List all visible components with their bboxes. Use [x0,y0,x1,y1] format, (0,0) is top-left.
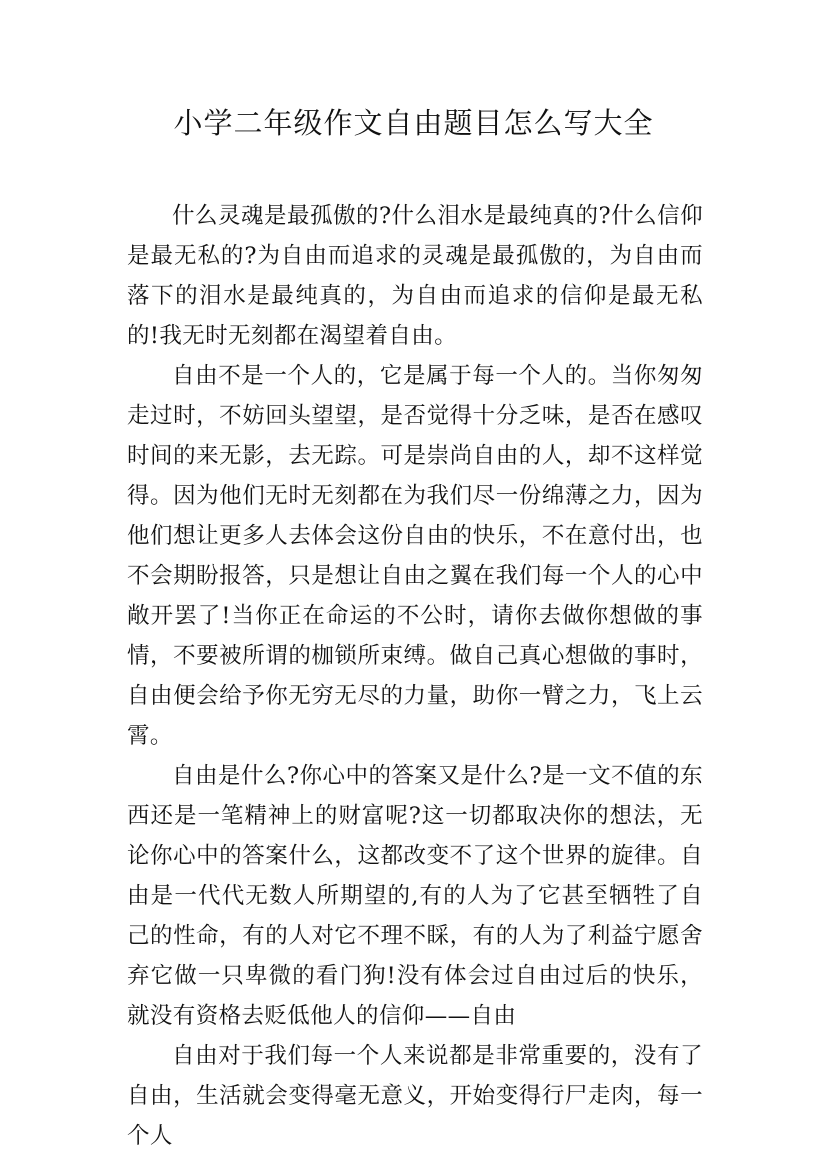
paragraph-1: 什么灵魂是最孤傲的?什么泪水是最纯真的?什么信仰是最无私的?为自由而追求的灵魂是最孤傲的，为自由而落下的泪水是最纯真的，为自由而追求的信仰是最无私的!我无时无刻都在渴望着自由。 [127,203,703,349]
document-body [127,196,703,1156]
document-title: 小学二年级作文自由题目怎么写大全 [173,106,654,140]
paragraph-4: 自由对于我们每一个人来说都是非常重要的，没有了自由，生活就会变得毫无意义，开始变得行尸走肉，每一个人 [127,1043,703,1149]
paragraph-3: 自由是什么?你心中的答案又是什么?是一文不值的东西还是一笔精神上的财富呢?这一切都取决你的想法，无论你心中的答案什么，这都改变不了这个世界的旋律。自由是一代代无数人所期望的,有的人为了它甚至牺牲了自己的性命，有的人对它不理不睬，有的人为了利益宁愿舍弃它做一只卑微的看门狗!没有体会过自由过后的快乐，就没有资格去贬低他人的信仰——自由 [127,763,703,1029]
paragraph-2: 自由不是一个人的，它是属于每一个人的。当你匆匆走过时，不妨回头望望，是否觉得十分乏味，是否在感叹时间的来无影，去无踪。可是崇尚自由的人，却不这样觉得。因为他们无时无刻都在为我们尽一份绵薄之力，因为他们想让更多人去体会这份自由的快乐，不在意付出，也不会期盼报答，只是想让自由之翼在我们每一个人的心中敞开罢了!当你正在命运的不公时，请你去做你想做的事情，不要被所谓的枷锁所束缚。做自己真心想做的事时，自由便会给予你无穷无尽的力量，助你一臂之力，飞上云霄。 [127,363,703,749]
